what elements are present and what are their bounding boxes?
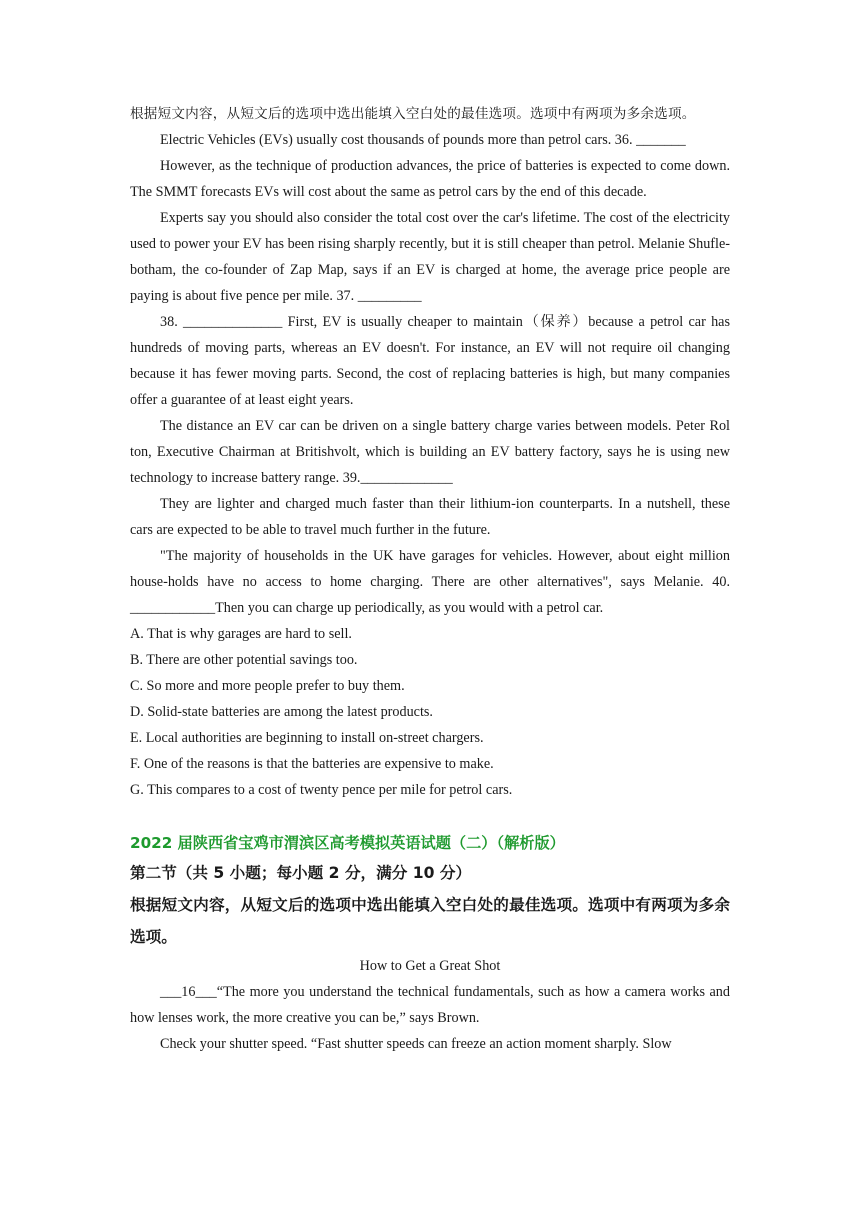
passage1-paragraph: 38. ______________ First, EV is usually cheaper to maintain（保养）because a petrol car has hundreds of moving parts, whereas an EV doesn't. For instance, an EV will not require oil changing because it has fewer moving parts. Second, the cost of replacing batteries is high, but many companies offer a guarantee of at least eight years. [130,314,730,408]
passage1-paragraph: However, as the technique of production advances, the price of batteries is expected to come down. The SMMT forecasts EVs will cost about the same as petrol cars by the end of this decade. [130,158,730,200]
passage2-section [130,829,730,1057]
option-f: F. One of the reasons is that the batteries are expensive to make. [130,756,494,772]
source-title: 2022 届陕西省宝鸡市渭滨区高考模拟英语试题（二）（解析版） [130,834,565,852]
passage2-paragraph: Check your shutter speed. “Fast shutter speeds can freeze an action moment sharply. Slow [160,1036,672,1052]
passage2-paragraph [130,979,730,1031]
blank-16: ___16___ [160,984,217,1000]
options-list [130,621,730,803]
passage1-paragraph: "The majority of households in the UK have garages for vehicles. However, about eight million house-holds have no access to home charging. There are other alternatives", says Melanie. 40. ____________Then you can charge up periodically, as you would with a petrol car. [130,548,730,616]
passage1-paragraph: Electric Vehicles (EVs) usually cost thousands of pounds more than petrol cars. 36. _______ [160,132,686,148]
document-page [130,101,730,1057]
option-e: E. Local authorities are beginning to install on-street chargers. [130,730,484,746]
passage1-paragraph: Experts say you should also consider the total cost over the car's lifetime. The cost of the electricity used to power your EV has been rising sharply recently, but it is still cheaper than petrol. Melanie Shufle-botham, the co-founder of Zap Map, says if an EV is charged at home, the average price people are paying is about five pence per mile. 37. _________ [130,210,730,304]
option-g: G. This compares to a cost of twenty pence per mile for petrol cars. [130,782,513,798]
passage2-instruction: 根据短文内容，从短文后的选项中选出能填入空白处的最佳选项。选项中有两项为多余选项。 [130,896,730,946]
article-title: How to Get a Great Shot [359,958,501,974]
paragraph-text: “The more you understand the technical fundamentals, such as how a camera works and how lenses work, the more creative you can be,” says Brown. [130,984,730,1026]
option-d: D. Solid-state batteries are among the latest products. [130,704,433,720]
passage1-paragraph: They are lighter and charged much faster than their lithium-ion counterparts. In a nutshell, these cars are expected to be able to travel much further in the future. [130,496,730,538]
option-a: A. That is why garages are hard to sell. [130,626,352,642]
option-c: C. So more and more people prefer to buy them. [130,678,405,694]
section-heading: 第二节（共 5 小题；每小题 2 分，满分 10 分） [130,864,472,882]
passage1-paragraph: The distance an EV car can be driven on a single battery charge varies between models. Peter Rol ton, Executive Chairman at Britishvolt, which is building an EV battery factory, says he is using new technology to increase battery range. 39._____________ [130,418,730,486]
option-b: B. There are other potential savings too. [130,652,358,668]
passage1-instruction: 根据短文内容，从短文后的选项中选出能填入空白处的最佳选项。选项中有两项为多余选项。 [130,106,696,122]
